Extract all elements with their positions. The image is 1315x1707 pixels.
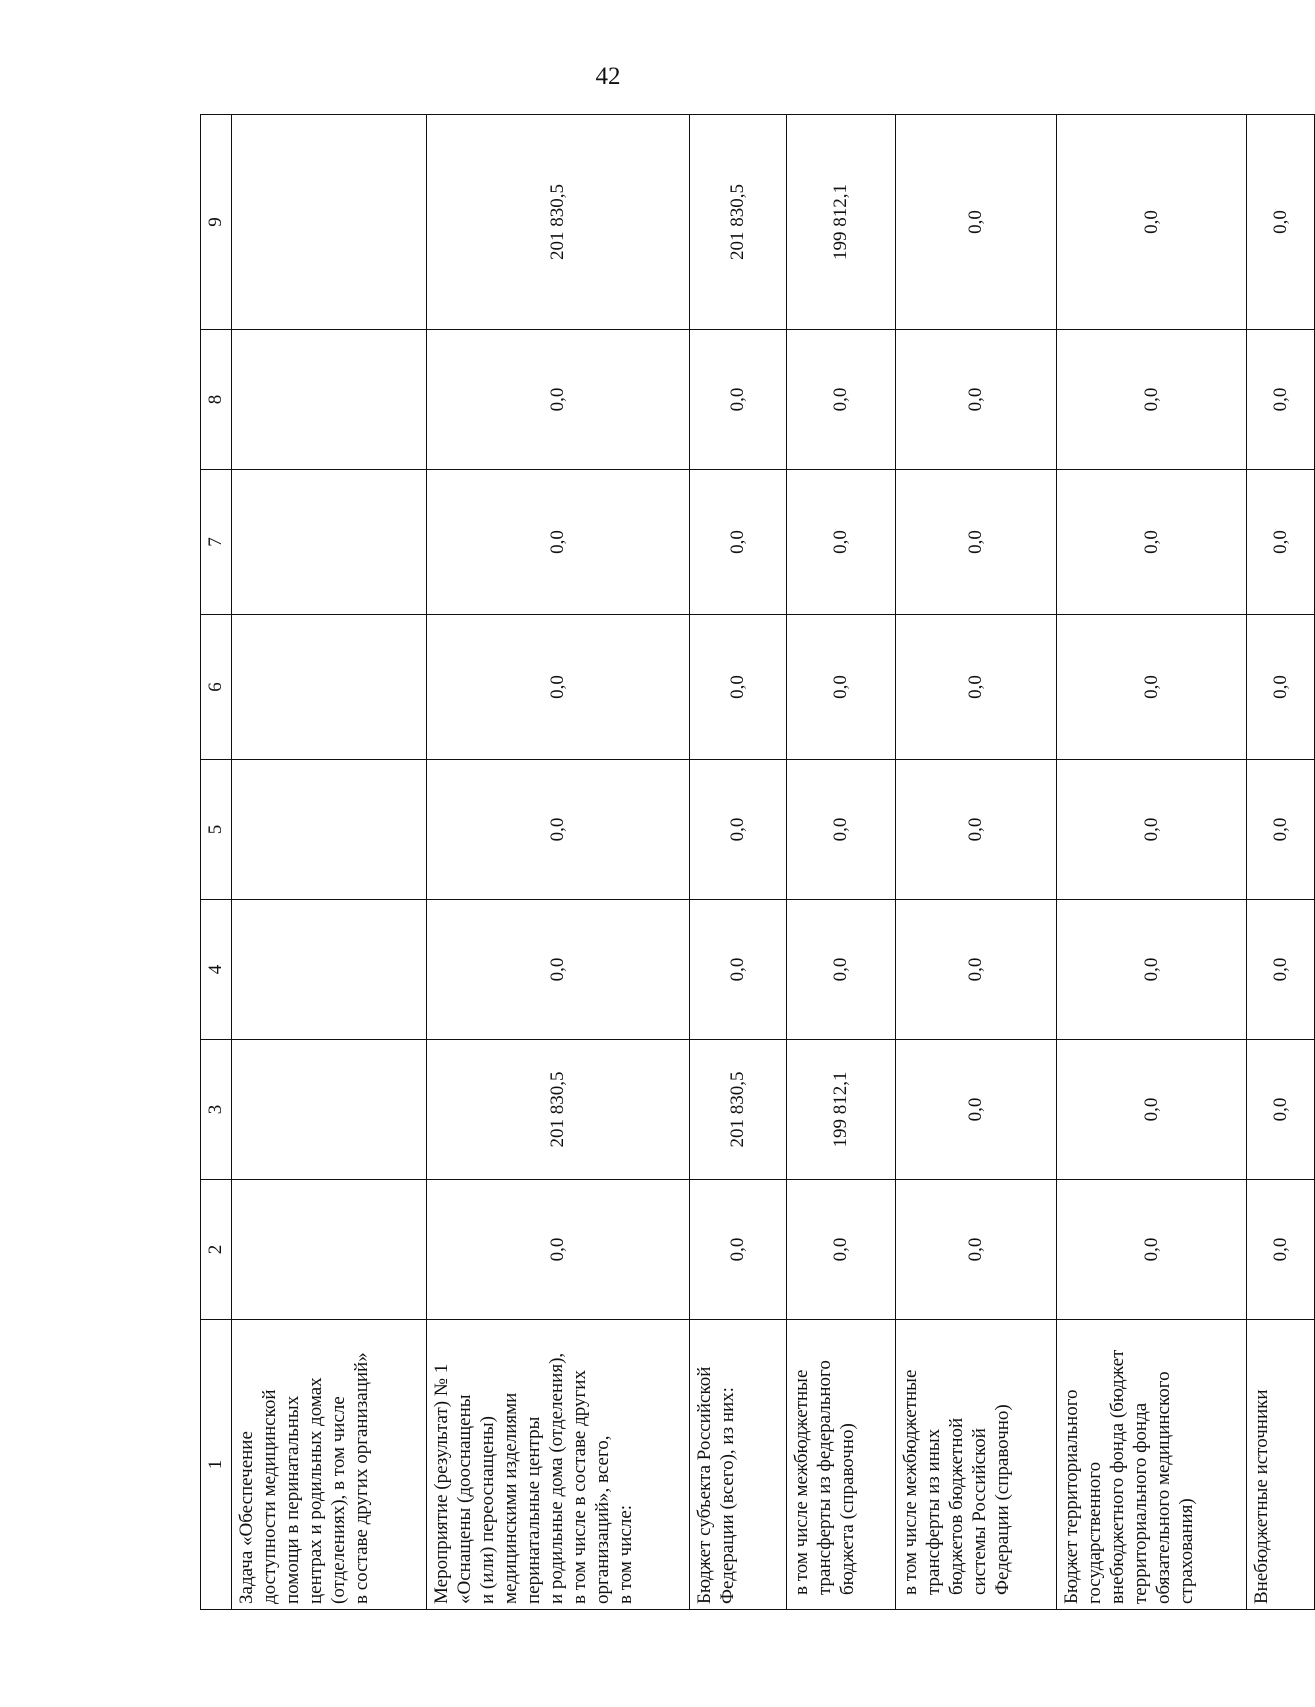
- cell-value: 0,0: [786, 900, 895, 1040]
- label-line: страхования): [1176, 1498, 1198, 1604]
- table-row-other-transfers: [896, 115, 1057, 1610]
- cell-value: 0,0: [426, 330, 689, 470]
- label-line: помощи в перинатальных: [281, 1395, 303, 1604]
- label-line: перинатальные центры: [522, 1416, 544, 1604]
- label-line: внебюджетного фонда (бюджет: [1107, 1349, 1129, 1604]
- row-label-task: [231, 1320, 426, 1610]
- row-label-federal-transfers: [786, 1320, 895, 1610]
- cell-value: 0,0: [1057, 760, 1247, 900]
- cell-value: 0,0: [1057, 115, 1247, 330]
- cell-value: 0,0: [1247, 330, 1315, 470]
- cell-value: 0,0: [689, 760, 786, 900]
- cell-value: 0,0: [1057, 1180, 1247, 1320]
- label-line: и родильные дома (отделения),: [545, 1352, 567, 1604]
- cell-value: 201 830,5: [426, 115, 689, 330]
- label-line: территориального фонда: [1130, 1402, 1152, 1604]
- cell-value: 0,0: [896, 115, 1057, 330]
- label-line: медицинскими изделиями: [499, 1392, 521, 1604]
- label-line: доступности медицинской: [258, 1389, 280, 1604]
- cell-value: 199 812,1: [786, 115, 895, 330]
- header-cell-6: 6: [201, 615, 232, 760]
- cell-value: [231, 1180, 426, 1320]
- cell-value: 0,0: [896, 470, 1057, 615]
- header-cell-4: 4: [201, 900, 232, 1040]
- cell-value: [231, 760, 426, 900]
- table-row-task: [231, 115, 426, 1610]
- header-cell-8: 8: [201, 330, 232, 470]
- cell-value: [231, 615, 426, 760]
- cell-value: 199 812,1: [786, 1040, 895, 1180]
- cell-value: 0,0: [426, 470, 689, 615]
- label-line: государственного: [1084, 1461, 1106, 1604]
- cell-value: 0,0: [1247, 470, 1315, 615]
- cell-value: 0,0: [786, 615, 895, 760]
- label-line: Федерации (справочно): [992, 1404, 1014, 1595]
- cell-value: 0,0: [426, 1180, 689, 1320]
- budget-table: [200, 114, 1315, 1610]
- row-label-measure: [426, 1320, 689, 1610]
- cell-value: 0,0: [896, 1040, 1057, 1180]
- label-line: бюджета (справочно): [836, 1423, 858, 1595]
- cell-value: 0,0: [689, 470, 786, 615]
- cell-value: 201 830,5: [689, 1040, 786, 1180]
- cell-value: 0,0: [786, 330, 895, 470]
- row-label-extra-budgetary: [1247, 1320, 1315, 1610]
- row-label-territorial-fund: [1057, 1320, 1247, 1610]
- label-line: Мероприятие (результат) № 1: [430, 1363, 452, 1604]
- cell-value: 0,0: [896, 615, 1057, 760]
- table-header-row: [201, 115, 232, 1610]
- cell-value: 0,0: [1247, 1040, 1315, 1180]
- label-line: «Оснащены (дооснащены: [453, 1394, 475, 1604]
- cell-value: 0,0: [689, 330, 786, 470]
- label-line: в том числе межбюджетные: [790, 1369, 812, 1595]
- label-line: обязательного медицинского: [1153, 1371, 1175, 1604]
- cell-value: 0,0: [426, 900, 689, 1040]
- cell-value: 0,0: [1057, 900, 1247, 1040]
- cell-value: 0,0: [1057, 470, 1247, 615]
- label-line: и (или) переоснащены): [476, 1415, 498, 1604]
- cell-value: 0,0: [786, 760, 895, 900]
- cell-value: 0,0: [1057, 615, 1247, 760]
- cell-value: 0,0: [896, 1180, 1057, 1320]
- cell-value: 0,0: [689, 615, 786, 760]
- header-cell-5: 5: [201, 760, 232, 900]
- label-line: трансферты из иных: [923, 1428, 945, 1595]
- cell-value: 0,0: [1247, 760, 1315, 900]
- cell-value: 0,0: [896, 900, 1057, 1040]
- label-line: бюджетов бюджетной: [946, 1417, 968, 1595]
- header-cell-3: 3: [201, 1040, 232, 1180]
- cell-value: 0,0: [896, 760, 1057, 900]
- cell-value: 0,0: [1057, 330, 1247, 470]
- cell-value: 0,0: [1247, 615, 1315, 760]
- table-row-territorial-fund: [1057, 115, 1247, 1610]
- cell-value: [231, 1040, 426, 1180]
- header-cell-1: 1: [201, 1320, 232, 1610]
- row-label-other-transfers: [896, 1320, 1057, 1610]
- header-cell-7: 7: [201, 470, 232, 615]
- cell-value: 0,0: [1247, 900, 1315, 1040]
- label-line: системы Российской: [969, 1428, 991, 1595]
- cell-value: 0,0: [896, 330, 1057, 470]
- row-label-subject-budget: [689, 1320, 786, 1610]
- label-line: в том числе межбюджетные: [900, 1369, 922, 1595]
- cell-value: 0,0: [786, 1180, 895, 1320]
- label-line: Бюджет субъекта Российской: [693, 1366, 715, 1604]
- cell-value: [231, 470, 426, 615]
- cell-value: 0,0: [689, 900, 786, 1040]
- label-line: в том числе:: [614, 1504, 636, 1604]
- label-line: в том числе в составе других: [568, 1370, 590, 1604]
- header-cell-2: 2: [201, 1180, 232, 1320]
- table-row-extra-budgetary: [1247, 115, 1315, 1610]
- cell-value: 201 830,5: [689, 115, 786, 330]
- label-line: центрах и родильных домах: [304, 1377, 326, 1604]
- header-cell-9: 9: [201, 115, 232, 330]
- cell-value: 0,0: [786, 470, 895, 615]
- cell-value: 0,0: [426, 760, 689, 900]
- table-row-measure: [426, 115, 689, 1610]
- label-line: в составе других организаций»: [350, 1352, 372, 1604]
- label-line: Внебюджетные источники: [1251, 1389, 1273, 1604]
- page-number: 42: [595, 63, 621, 90]
- rotated-table-wrapper: [200, 115, 1315, 1610]
- cell-value: [231, 115, 426, 330]
- label-line: трансферты из федерального: [813, 1360, 835, 1595]
- label-line: (отделениях), в том числе: [327, 1396, 349, 1604]
- cell-value: [231, 900, 426, 1040]
- cell-value: 0,0: [1247, 115, 1315, 330]
- cell-value: 201 830,5: [426, 1040, 689, 1180]
- table-row-federal-transfers: [786, 115, 895, 1610]
- cell-value: 0,0: [426, 615, 689, 760]
- cell-value: 0,0: [1057, 1040, 1247, 1180]
- label-line: Федерации (всего), из них:: [716, 1387, 738, 1604]
- table-row-subject-budget: [689, 115, 786, 1610]
- cell-value: [231, 330, 426, 470]
- label-line: Бюджет территориального: [1061, 1389, 1083, 1604]
- label-line: организаций», всего,: [591, 1435, 613, 1604]
- cell-value: 0,0: [689, 1180, 786, 1320]
- cell-value: 0,0: [1247, 1180, 1315, 1320]
- label-line: Задача «Обеспечение: [235, 1431, 257, 1604]
